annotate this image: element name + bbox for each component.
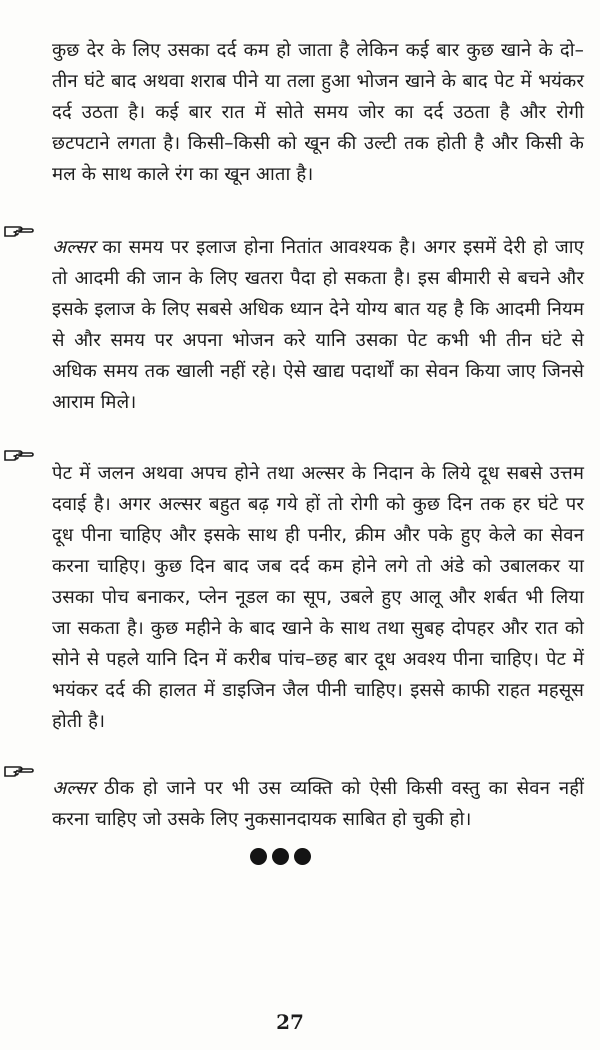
paragraph-intro: कुछ देर के लिए उसका दर्द कम हो जाता है लेकिन कई बार कुछ खाने के दो–तीन घंटे बाद अथवा शराब पीने या तला हुआ भोजन खाने के बाद पेट में भयंकर दर्द उठता है। कई बार रात में सोते समय जोर का दर्द उठता है और रोगी छटपटाने लगता है। किसी–किसी को खून की उल्टी तक होती है और किसी के मल के साथ काले रंग का खून आता है। xyxy=(52,39,584,185)
three-dots-icon xyxy=(250,848,311,865)
paragraph-lead-word: अल्सर xyxy=(52,236,96,258)
divider-dot xyxy=(250,848,267,865)
divider-dot xyxy=(294,848,311,865)
divider-dot xyxy=(272,848,289,865)
page-number: 27 xyxy=(276,1010,304,1034)
pointing-hand-icon xyxy=(3,760,35,780)
pointing-hand-icon xyxy=(3,444,35,464)
pointing-hand-icon xyxy=(3,220,35,240)
paragraph-body: का समय पर इलाज होना नितांत आवश्यक है। अगर इसमें देरी हो जाए तो आदमी की जान के लिए खतरा पैदा हो सकता है। इस बीमारी से बचने और इसके इलाज के लिए सबसे अधिक ध्यान देने योग्य बात यह है कि आदमी नियम से और समय पर अपना भोजन करे यानि उसका पेट कभी भी तीन घंटे से अधिक समय तक खाली नहीं रहे। ऐसे खाद्य पदार्थों का सेवन किया जाए जिनसे आराम मिले। xyxy=(52,236,584,413)
paragraph-body: ठीक हो जाने पर भी उस व्यक्ति को ऐसी किसी वस्तु का सेवन नहीं करना चाहिए जो उसके लिए नुकसानदायक साबित हो चुकी हो। xyxy=(52,777,584,830)
paragraph-milk-remedy: पेट में जलन अथवा अपच होने तथा अल्सर के निदान के लिये दूध सबसे उत्तम दवाई है। अगर अल्सर बहुत बढ़ गये हों तो रोगी को कुछ दिन तक हर घंटे पर दूध पीना चाहिए और इसके साथ ही पनीर, क्रीम और पके हुए केले का सेवन करना चाहिए। कुछ दिन बाद जब दर्द कम होने लगे तो अंडे को उबालकर या उसका पोच बनाकर, प्लेन नूडल का सूप, उबले हुए आलू और शर्बत भी लिया जा सकता है। कुछ महीने के बाद खाने के साथ तथा सुबह दोपहर और रात को सोने से पहले यानि दिन में करीब पांच–छह बार दूध अवश्य पीना चाहिए। पेट में भयंकर दर्द की हालत में डाइजिन जैल पीनी चाहिए। इससे काफी राहत महसूस होती है। xyxy=(52,462,584,732)
paragraph-ulcer-treatment xyxy=(52,232,584,418)
paragraph-lead-word: अल्सर xyxy=(52,777,96,799)
paragraph-after-recovery xyxy=(52,773,584,835)
